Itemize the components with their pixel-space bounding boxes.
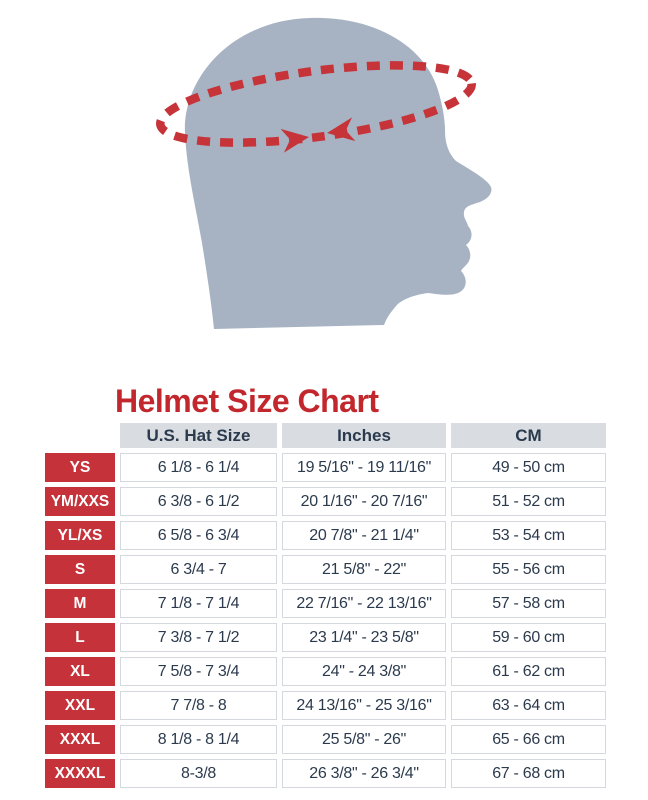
size-label-cell: XXXL [45, 725, 115, 754]
inches-cell: 19 5/16" - 19 11/16" [282, 453, 446, 482]
hat-size-cell: 7 7/8 - 8 [120, 691, 277, 720]
size-label-cell: XL [45, 657, 115, 686]
hat-size-cell: 7 3/8 - 7 1/2 [120, 623, 277, 652]
column-header-cm: CM [451, 423, 606, 448]
size-label-cell: S [45, 555, 115, 584]
hat-size-cell: 7 5/8 - 7 3/4 [120, 657, 277, 686]
inches-cell: 22 7/16" - 22 13/16" [282, 589, 446, 618]
head-measurement-illustration [0, 0, 648, 355]
inches-cell: 25 5/8" - 26" [282, 725, 446, 754]
hat-size-cell: 6 3/4 - 7 [120, 555, 277, 584]
cm-cell: 57 - 58 cm [451, 589, 606, 618]
cm-cell: 67 - 68 cm [451, 759, 606, 788]
cm-cell: 53 - 54 cm [451, 521, 606, 550]
cm-cell: 55 - 56 cm [451, 555, 606, 584]
inches-cell: 24 13/16" - 25 3/16" [282, 691, 446, 720]
head-silhouette [185, 18, 492, 329]
table-corner-spacer [45, 423, 115, 448]
cm-cell: 51 - 52 cm [451, 487, 606, 516]
hat-size-cell: 6 1/8 - 6 1/4 [120, 453, 277, 482]
cm-cell: 59 - 60 cm [451, 623, 606, 652]
hat-size-cell: 8-3/8 [120, 759, 277, 788]
size-label-cell: L [45, 623, 115, 652]
inches-cell: 20 1/16" - 20 7/16" [282, 487, 446, 516]
inches-cell: 23 1/4" - 23 5/8" [282, 623, 446, 652]
size-label-cell: YL/XS [45, 521, 115, 550]
column-header-us-hat-size: U.S. Hat Size [120, 423, 277, 448]
size-label-cell: XXXXL [45, 759, 115, 788]
cm-cell: 61 - 62 cm [451, 657, 606, 686]
cm-cell: 63 - 64 cm [451, 691, 606, 720]
column-header-inches: Inches [282, 423, 446, 448]
cm-cell: 65 - 66 cm [451, 725, 606, 754]
size-label-cell: YM/XXS [45, 487, 115, 516]
cm-cell: 49 - 50 cm [451, 453, 606, 482]
size-label-cell: M [45, 589, 115, 618]
hat-size-cell: 6 3/8 - 6 1/2 [120, 487, 277, 516]
size-label-cell: YS [45, 453, 115, 482]
inches-cell: 24" - 24 3/8" [282, 657, 446, 686]
inches-cell: 21 5/8" - 22" [282, 555, 446, 584]
hat-size-cell: 7 1/8 - 7 1/4 [120, 589, 277, 618]
inches-cell: 20 7/8" - 21 1/4" [282, 521, 446, 550]
hat-size-cell: 6 5/8 - 6 3/4 [120, 521, 277, 550]
helmet-size-table [45, 423, 606, 788]
inches-cell: 26 3/8" - 26 3/4" [282, 759, 446, 788]
size-label-cell: XXL [45, 691, 115, 720]
page-title: Helmet Size Chart [115, 383, 379, 419]
hat-size-cell: 8 1/8 - 8 1/4 [120, 725, 277, 754]
